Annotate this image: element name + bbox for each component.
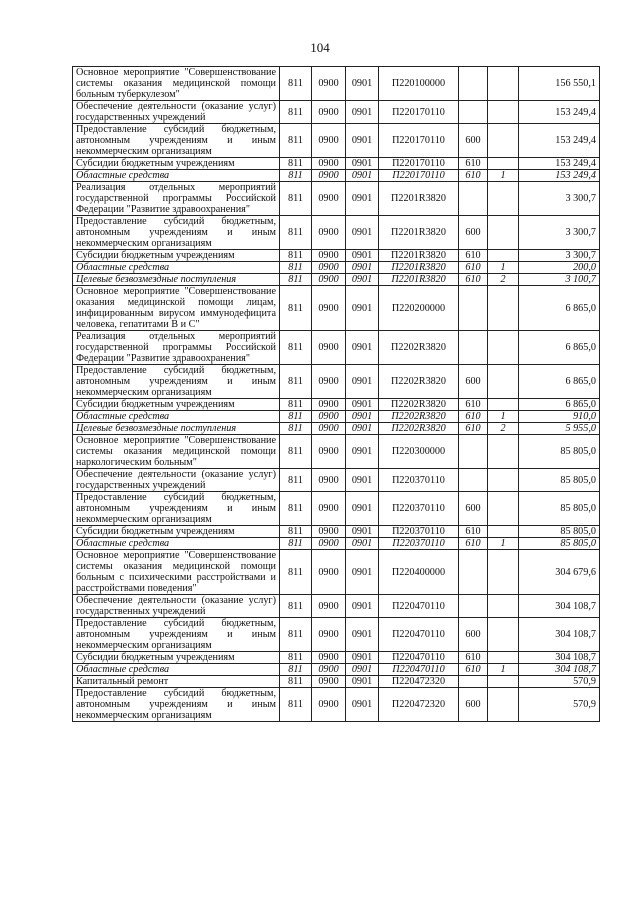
row-section-code: 0900 bbox=[312, 688, 346, 722]
row-amount: 156 550,1 bbox=[519, 67, 600, 101]
row-amount: 3 300,7 bbox=[519, 216, 600, 250]
row-amount: 6 865,0 bbox=[519, 286, 600, 331]
row-amount: 153 249,4 bbox=[519, 158, 600, 170]
row-section-code: 0900 bbox=[312, 170, 346, 182]
row-ministry-code: 811 bbox=[280, 550, 312, 595]
row-section-code: 0900 bbox=[312, 101, 346, 124]
row-name: Субсидии бюджетным учреждениям bbox=[73, 250, 280, 262]
table-row bbox=[73, 250, 600, 262]
row-funding-source bbox=[488, 124, 519, 158]
row-amount: 304 679,6 bbox=[519, 550, 600, 595]
row-amount: 6 865,0 bbox=[519, 331, 600, 365]
row-funding-source bbox=[488, 526, 519, 538]
row-expense-type: 610 bbox=[459, 262, 488, 274]
row-amount: 304 108,7 bbox=[519, 595, 600, 618]
row-name: Капитальный ремонт bbox=[73, 676, 280, 688]
row-subsection-code: 0901 bbox=[346, 526, 379, 538]
row-amount: 200,0 bbox=[519, 262, 600, 274]
row-subsection-code: 0901 bbox=[346, 101, 379, 124]
row-article-code: П220472320 bbox=[379, 676, 459, 688]
row-ministry-code: 811 bbox=[280, 538, 312, 550]
row-funding-source: 1 bbox=[488, 411, 519, 423]
row-funding-source bbox=[488, 286, 519, 331]
row-amount: 85 805,0 bbox=[519, 526, 600, 538]
row-name: Субсидии бюджетным учреждениям bbox=[73, 399, 280, 411]
row-funding-source: 1 bbox=[488, 170, 519, 182]
row-expense-type: 610 bbox=[459, 411, 488, 423]
row-article-code: П2202R3820 bbox=[379, 399, 459, 411]
row-subsection-code: 0901 bbox=[346, 664, 379, 676]
row-amount: 6 865,0 bbox=[519, 399, 600, 411]
row-name: Областные средства bbox=[73, 538, 280, 550]
row-amount: 304 108,7 bbox=[519, 618, 600, 652]
row-amount: 570,9 bbox=[519, 688, 600, 722]
row-funding-source: 1 bbox=[488, 538, 519, 550]
row-article-code: П220370110 bbox=[379, 469, 459, 492]
row-expense-type: 610 bbox=[459, 170, 488, 182]
row-ministry-code: 811 bbox=[280, 124, 312, 158]
row-name: Реализация отдельных мероприятий государственной программы Российской Федерации "Развитие здравоохранения" bbox=[73, 331, 280, 365]
row-expense-type: 610 bbox=[459, 158, 488, 170]
row-article-code: П220472320 bbox=[379, 688, 459, 722]
row-subsection-code: 0901 bbox=[346, 250, 379, 262]
row-amount: 85 805,0 bbox=[519, 492, 600, 526]
row-expense-type bbox=[459, 182, 488, 216]
table-row bbox=[73, 676, 600, 688]
row-expense-type bbox=[459, 469, 488, 492]
row-expense-type: 610 bbox=[459, 652, 488, 664]
row-name: Предоставление субсидий бюджетным, автономным учреждениям и иным некоммерческим организациям bbox=[73, 365, 280, 399]
row-section-code: 0900 bbox=[312, 526, 346, 538]
row-expense-type bbox=[459, 331, 488, 365]
row-ministry-code: 811 bbox=[280, 216, 312, 250]
row-section-code: 0900 bbox=[312, 492, 346, 526]
budget-table bbox=[72, 66, 600, 722]
table-row bbox=[73, 411, 600, 423]
row-subsection-code: 0901 bbox=[346, 158, 379, 170]
row-section-code: 0900 bbox=[312, 216, 346, 250]
row-ministry-code: 811 bbox=[280, 274, 312, 286]
row-section-code: 0900 bbox=[312, 124, 346, 158]
row-section-code: 0900 bbox=[312, 182, 346, 216]
row-subsection-code: 0901 bbox=[346, 399, 379, 411]
row-section-code: 0900 bbox=[312, 331, 346, 365]
table-row bbox=[73, 595, 600, 618]
row-amount: 5 955,0 bbox=[519, 423, 600, 435]
row-name: Областные средства bbox=[73, 262, 280, 274]
table-row bbox=[73, 526, 600, 538]
row-subsection-code: 0901 bbox=[346, 618, 379, 652]
row-name: Предоставление субсидий бюджетным, автономным учреждениям и иным некоммерческим организациям bbox=[73, 492, 280, 526]
row-section-code: 0900 bbox=[312, 664, 346, 676]
row-ministry-code: 811 bbox=[280, 262, 312, 274]
row-amount: 153 249,4 bbox=[519, 170, 600, 182]
table-row bbox=[73, 274, 600, 286]
row-section-code: 0900 bbox=[312, 618, 346, 652]
table-row bbox=[73, 550, 600, 595]
row-subsection-code: 0901 bbox=[346, 652, 379, 664]
row-article-code: П220470110 bbox=[379, 652, 459, 664]
row-section-code: 0900 bbox=[312, 158, 346, 170]
row-article-code: П220170110 bbox=[379, 101, 459, 124]
row-ministry-code: 811 bbox=[280, 435, 312, 469]
table-row bbox=[73, 262, 600, 274]
row-funding-source bbox=[488, 331, 519, 365]
table-row bbox=[73, 216, 600, 250]
row-name: Целевые безвозмездные поступления bbox=[73, 423, 280, 435]
row-ministry-code: 811 bbox=[280, 67, 312, 101]
row-funding-source bbox=[488, 399, 519, 411]
row-ministry-code: 811 bbox=[280, 170, 312, 182]
row-subsection-code: 0901 bbox=[346, 550, 379, 595]
table-row bbox=[73, 124, 600, 158]
row-name: Обеспечение деятельности (оказание услуг) государственных учреждений bbox=[73, 469, 280, 492]
row-ministry-code: 811 bbox=[280, 101, 312, 124]
table-row bbox=[73, 399, 600, 411]
row-ministry-code: 811 bbox=[280, 526, 312, 538]
row-name: Областные средства bbox=[73, 411, 280, 423]
row-funding-source bbox=[488, 492, 519, 526]
row-amount: 85 805,0 bbox=[519, 435, 600, 469]
row-amount: 85 805,0 bbox=[519, 469, 600, 492]
row-amount: 85 805,0 bbox=[519, 538, 600, 550]
table-row bbox=[73, 688, 600, 722]
row-subsection-code: 0901 bbox=[346, 423, 379, 435]
row-funding-source bbox=[488, 688, 519, 722]
row-funding-source bbox=[488, 676, 519, 688]
row-amount: 304 108,7 bbox=[519, 664, 600, 676]
table-row bbox=[73, 423, 600, 435]
row-subsection-code: 0901 bbox=[346, 365, 379, 399]
row-funding-source bbox=[488, 469, 519, 492]
row-amount: 3 300,7 bbox=[519, 250, 600, 262]
row-name: Основное мероприятие "Совершенствование оказания медицинской помощи лицам, инфицированным вирусом иммунодефицита человека, гепатитами В и С" bbox=[73, 286, 280, 331]
row-name: Обеспечение деятельности (оказание услуг) государственных учреждений bbox=[73, 101, 280, 124]
row-ministry-code: 811 bbox=[280, 652, 312, 664]
page-number: 104 bbox=[310, 40, 330, 55]
row-subsection-code: 0901 bbox=[346, 538, 379, 550]
row-section-code: 0900 bbox=[312, 67, 346, 101]
table-row bbox=[73, 331, 600, 365]
row-amount: 6 865,0 bbox=[519, 365, 600, 399]
row-article-code: П220470110 bbox=[379, 618, 459, 652]
row-expense-type: 610 bbox=[459, 399, 488, 411]
row-funding-source: 2 bbox=[488, 423, 519, 435]
row-article-code: П2202R3820 bbox=[379, 331, 459, 365]
row-ministry-code: 811 bbox=[280, 365, 312, 399]
row-name: Предоставление субсидий бюджетным, автономным учреждениям и иным некоммерческим организациям bbox=[73, 618, 280, 652]
row-subsection-code: 0901 bbox=[346, 124, 379, 158]
row-subsection-code: 0901 bbox=[346, 435, 379, 469]
row-expense-type bbox=[459, 595, 488, 618]
row-subsection-code: 0901 bbox=[346, 182, 379, 216]
row-article-code: П2201R3820 bbox=[379, 250, 459, 262]
row-funding-source bbox=[488, 182, 519, 216]
table-row bbox=[73, 469, 600, 492]
row-ministry-code: 811 bbox=[280, 676, 312, 688]
row-name: Реализация отдельных мероприятий государственной программы Российской Федерации "Развитие здравоохранения" bbox=[73, 182, 280, 216]
row-expense-type: 600 bbox=[459, 216, 488, 250]
row-subsection-code: 0901 bbox=[346, 469, 379, 492]
row-amount: 153 249,4 bbox=[519, 101, 600, 124]
table-row bbox=[73, 652, 600, 664]
table-row bbox=[73, 182, 600, 216]
row-amount: 153 249,4 bbox=[519, 124, 600, 158]
table-row bbox=[73, 365, 600, 399]
row-expense-type: 600 bbox=[459, 365, 488, 399]
row-article-code: П2202R3820 bbox=[379, 411, 459, 423]
table-row bbox=[73, 492, 600, 526]
row-article-code: П220170110 bbox=[379, 170, 459, 182]
row-section-code: 0900 bbox=[312, 286, 346, 331]
row-section-code: 0900 bbox=[312, 365, 346, 399]
row-article-code: П2201R3820 bbox=[379, 262, 459, 274]
table-row bbox=[73, 286, 600, 331]
row-article-code: П220400000 bbox=[379, 550, 459, 595]
row-article-code: П220470110 bbox=[379, 664, 459, 676]
row-expense-type: 600 bbox=[459, 618, 488, 652]
row-name: Целевые безвозмездные поступления bbox=[73, 274, 280, 286]
row-ministry-code: 811 bbox=[280, 664, 312, 676]
row-ministry-code: 811 bbox=[280, 182, 312, 216]
row-expense-type: 600 bbox=[459, 124, 488, 158]
row-amount: 910,0 bbox=[519, 411, 600, 423]
row-funding-source: 1 bbox=[488, 262, 519, 274]
row-section-code: 0900 bbox=[312, 550, 346, 595]
table-row bbox=[73, 170, 600, 182]
row-name: Предоставление субсидий бюджетным, автономным учреждениям и иным некоммерческим организациям bbox=[73, 688, 280, 722]
row-ministry-code: 811 bbox=[280, 411, 312, 423]
row-funding-source: 2 bbox=[488, 274, 519, 286]
row-ministry-code: 811 bbox=[280, 688, 312, 722]
row-ministry-code: 811 bbox=[280, 618, 312, 652]
row-section-code: 0900 bbox=[312, 423, 346, 435]
row-section-code: 0900 bbox=[312, 250, 346, 262]
row-article-code: П220300000 bbox=[379, 435, 459, 469]
row-article-code: П2201R3820 bbox=[379, 216, 459, 250]
row-section-code: 0900 bbox=[312, 676, 346, 688]
row-funding-source bbox=[488, 618, 519, 652]
row-funding-source bbox=[488, 250, 519, 262]
row-name: Основное мероприятие "Совершенствование системы оказания медицинской помощи больным туберкулезом" bbox=[73, 67, 280, 101]
row-ministry-code: 811 bbox=[280, 423, 312, 435]
table-row bbox=[73, 67, 600, 101]
row-amount: 3 100,7 bbox=[519, 274, 600, 286]
row-article-code: П2201R3820 bbox=[379, 182, 459, 216]
row-expense-type: 610 bbox=[459, 664, 488, 676]
row-subsection-code: 0901 bbox=[346, 688, 379, 722]
row-amount: 3 300,7 bbox=[519, 182, 600, 216]
row-name: Областные средства bbox=[73, 664, 280, 676]
row-section-code: 0900 bbox=[312, 595, 346, 618]
row-funding-source bbox=[488, 101, 519, 124]
row-article-code: П220370110 bbox=[379, 538, 459, 550]
row-expense-type: 610 bbox=[459, 250, 488, 262]
row-expense-type bbox=[459, 101, 488, 124]
row-section-code: 0900 bbox=[312, 399, 346, 411]
row-subsection-code: 0901 bbox=[346, 67, 379, 101]
row-amount: 570,9 bbox=[519, 676, 600, 688]
row-funding-source bbox=[488, 435, 519, 469]
row-funding-source bbox=[488, 158, 519, 170]
row-expense-type bbox=[459, 67, 488, 101]
row-expense-type: 610 bbox=[459, 274, 488, 286]
row-name: Предоставление субсидий бюджетным, автономным учреждениям и иным некоммерческим организациям bbox=[73, 124, 280, 158]
row-article-code: П220170110 bbox=[379, 158, 459, 170]
row-article-code: П2202R3820 bbox=[379, 365, 459, 399]
row-expense-type: 610 bbox=[459, 526, 488, 538]
row-article-code: П220470110 bbox=[379, 595, 459, 618]
row-name: Основное мероприятие "Совершенствование системы оказания медицинской помощи больным с психическими расстройствами и расстройствами поведения" bbox=[73, 550, 280, 595]
row-funding-source: 1 bbox=[488, 664, 519, 676]
row-section-code: 0900 bbox=[312, 262, 346, 274]
row-expense-type: 600 bbox=[459, 688, 488, 722]
row-expense-type bbox=[459, 550, 488, 595]
row-funding-source bbox=[488, 595, 519, 618]
row-ministry-code: 811 bbox=[280, 492, 312, 526]
row-expense-type bbox=[459, 286, 488, 331]
row-funding-source bbox=[488, 67, 519, 101]
row-amount: 304 108,7 bbox=[519, 652, 600, 664]
row-article-code: П220170110 bbox=[379, 124, 459, 158]
row-funding-source bbox=[488, 365, 519, 399]
row-section-code: 0900 bbox=[312, 435, 346, 469]
row-article-code: П220370110 bbox=[379, 492, 459, 526]
row-article-code: П2201R3820 bbox=[379, 274, 459, 286]
row-subsection-code: 0901 bbox=[346, 286, 379, 331]
row-ministry-code: 811 bbox=[280, 158, 312, 170]
row-subsection-code: 0901 bbox=[346, 216, 379, 250]
table-body bbox=[73, 67, 600, 722]
row-subsection-code: 0901 bbox=[346, 170, 379, 182]
row-section-code: 0900 bbox=[312, 469, 346, 492]
row-ministry-code: 811 bbox=[280, 469, 312, 492]
row-ministry-code: 811 bbox=[280, 286, 312, 331]
row-subsection-code: 0901 bbox=[346, 262, 379, 274]
row-funding-source bbox=[488, 652, 519, 664]
table-row bbox=[73, 538, 600, 550]
row-section-code: 0900 bbox=[312, 652, 346, 664]
row-article-code: П2202R3820 bbox=[379, 423, 459, 435]
row-subsection-code: 0901 bbox=[346, 274, 379, 286]
row-expense-type: 610 bbox=[459, 538, 488, 550]
row-expense-type: 610 bbox=[459, 423, 488, 435]
row-ministry-code: 811 bbox=[280, 331, 312, 365]
row-funding-source bbox=[488, 216, 519, 250]
row-name: Обеспечение деятельности (оказание услуг) государственных учреждений bbox=[73, 595, 280, 618]
row-subsection-code: 0901 bbox=[346, 492, 379, 526]
table-row bbox=[73, 664, 600, 676]
table-row bbox=[73, 158, 600, 170]
row-subsection-code: 0901 bbox=[346, 676, 379, 688]
row-expense-type bbox=[459, 676, 488, 688]
row-name: Субсидии бюджетным учреждениям bbox=[73, 158, 280, 170]
table-row bbox=[73, 618, 600, 652]
row-name: Субсидии бюджетным учреждениям bbox=[73, 526, 280, 538]
row-ministry-code: 811 bbox=[280, 595, 312, 618]
row-article-code: П220370110 bbox=[379, 526, 459, 538]
row-expense-type bbox=[459, 435, 488, 469]
row-expense-type: 600 bbox=[459, 492, 488, 526]
row-ministry-code: 811 bbox=[280, 399, 312, 411]
row-section-code: 0900 bbox=[312, 538, 346, 550]
row-subsection-code: 0901 bbox=[346, 411, 379, 423]
row-ministry-code: 811 bbox=[280, 250, 312, 262]
table-row bbox=[73, 435, 600, 469]
row-name: Предоставление субсидий бюджетным, автономным учреждениям и иным некоммерческим организациям bbox=[73, 216, 280, 250]
row-section-code: 0900 bbox=[312, 411, 346, 423]
table-row bbox=[73, 101, 600, 124]
row-subsection-code: 0901 bbox=[346, 595, 379, 618]
row-name: Субсидии бюджетным учреждениям bbox=[73, 652, 280, 664]
row-section-code: 0900 bbox=[312, 274, 346, 286]
row-article-code: П220200000 bbox=[379, 286, 459, 331]
row-name: Основное мероприятие "Совершенствование системы оказания медицинской помощи наркологическим больным" bbox=[73, 435, 280, 469]
row-article-code: П220100000 bbox=[379, 67, 459, 101]
row-subsection-code: 0901 bbox=[346, 331, 379, 365]
row-name: Областные средства bbox=[73, 170, 280, 182]
row-funding-source bbox=[488, 550, 519, 595]
